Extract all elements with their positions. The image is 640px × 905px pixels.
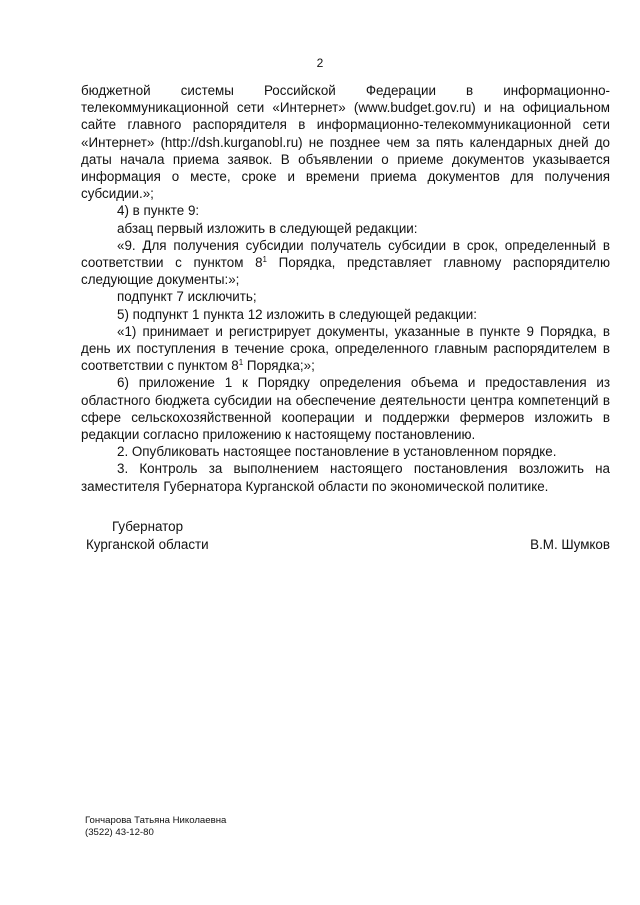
paragraph-item-5: 5) подпункт 1 пункта 12 изложить в следующей редакции: [117, 306, 477, 322]
executor-block [85, 815, 385, 839]
paragraph-item-6: 6) приложение 1 к Порядку определения объема и предоставления из областного бюджета субсидии на обеспечение деятельности центра компетенций в сфере сельскохозяйственной кооперации и поддержки фермеров изложить в редакции согласно приложению к настоящему постановлению. [81, 375, 610, 443]
paragraph-item-4: 4) в пункте 9: [117, 203, 200, 219]
signatory-name: В.М. Шумков [530, 537, 610, 552]
text-segment: Порядка, представляет главному распорядителю следующие документы:»; [81, 255, 610, 288]
executor-phone: (3522) 43-12-80 [85, 827, 154, 838]
paragraph-control: 3. Контроль за выполнением настоящего постановления возложить на заместителя Губернатора Курганской области по экономической политике. [81, 461, 610, 494]
paragraph-first-abzac: абзац первый изложить в следующей редакции: [117, 220, 418, 236]
executor-name: Гончарова Татьяна Николаевна [85, 815, 227, 826]
paragraph-announcement: бюджетной системы Российской Федерации в информационно-телекоммуникационной сети «Интернет» (www.budget.gov.ru) и на официальном сайте главного распорядителя в информационно-телекоммуникационной сети «Интернет» (http://dsh.kurganobl.ru) не позднее чем за пять календарных дней до даты начала приема заявок. В объявлении о приеме документов указывается информация о месте, сроке и времени приема документов для получения субсидии.»; [81, 83, 610, 202]
document-body [81, 82, 610, 495]
signature-title [86, 518, 306, 554]
superscript: 1 [262, 255, 267, 265]
signature-region: Курганской области [86, 537, 209, 552]
superscript: 1 [238, 358, 244, 368]
signature-position: Губернатор [112, 519, 184, 534]
text-segment: «9. Для получения субсидии получатель субсидии в срок, определенный в соответствии с пунктом 8 [81, 237, 610, 271]
page-number: 2 [316, 56, 324, 70]
paragraph-point-9 [81, 237, 610, 289]
paragraph-subitem-7: подпункт 7 исключить; [117, 289, 257, 305]
paragraph-publish: 2. Опубликовать настоящее постановление в установленном порядке. [117, 444, 557, 460]
paragraph-subitem-1 [81, 323, 610, 375]
text-segment: «1) принимает и регистрирует документы, указанные в пункте 9 Порядка, в день их поступления в течение срока, определенного главным распорядителем в соответствии с пунктом 8 [81, 323, 610, 374]
text-segment: Порядка;»; [243, 358, 315, 374]
